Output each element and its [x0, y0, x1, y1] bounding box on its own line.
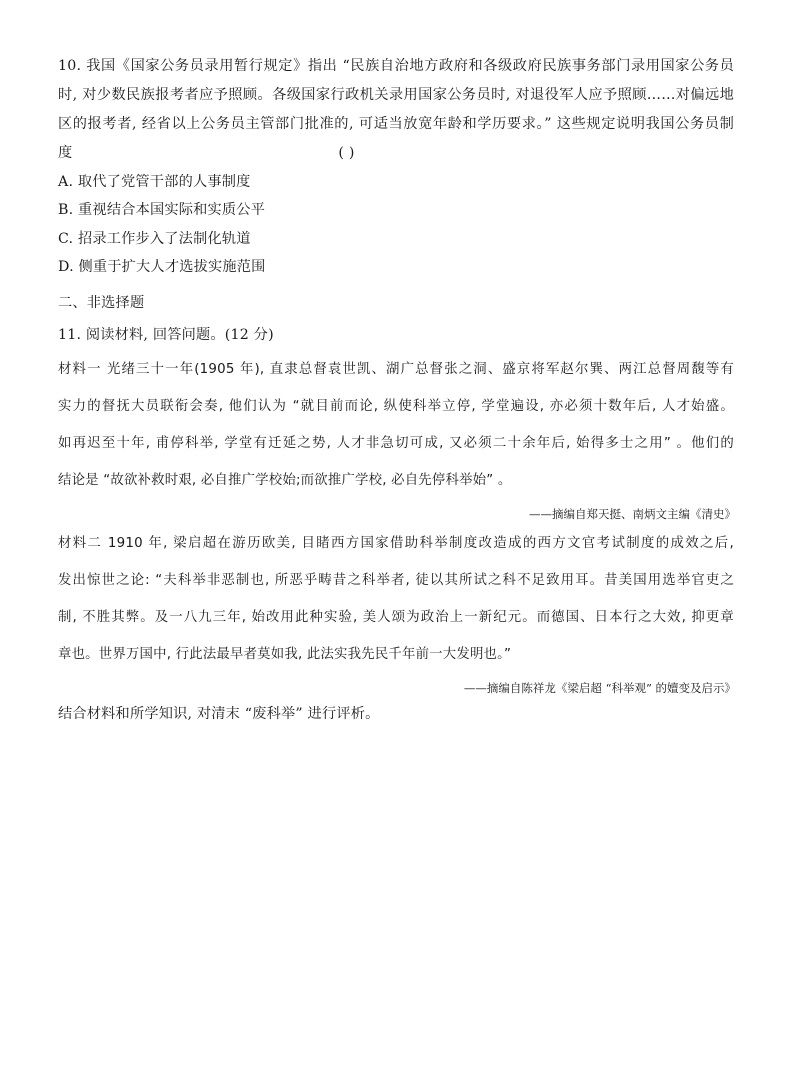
- source-1: ——摘编自郑天挺、南炳文主编《清史》: [529, 507, 736, 521]
- material-1-line-4: 结论是 “故欲补救时艰, 必自推广学校始;而欲推广学校, 必自先停科举始” 。: [58, 473, 512, 488]
- answer-bracket: ( ): [338, 145, 355, 161]
- option-c: C. 招录工作步入了法制化轨道: [58, 231, 251, 247]
- material-1-line-3: 如再迟至十年, 甫停科举, 学堂有迁延之势, 人才非急切可成, 又必须二十余年后, 始得多士之用” 。他们的: [58, 436, 734, 451]
- q10-stem-line-1: 10. 我国《国家公务员录用暂行规定》指出 “民族自治地方政府和各级政府民族事务部门录用国家公务员: [58, 58, 734, 74]
- source-2: ——摘编自陈祥龙《梁启超 “科举观” 的嬗变及启示》: [463, 681, 736, 695]
- q10-stem-line-4: [58, 144, 355, 162]
- option-d: D. 侧重于扩大人才选拔实施范围: [58, 259, 266, 275]
- material-1-line-2: 实力的督抚大员联衔会奏, 他们认为 “就目前而论, 纵使科举立停, 学堂遍设, 亦必须十数年后, 人才始盛。: [58, 399, 734, 414]
- option-b: B. 重视结合本国实际和实质公平: [58, 202, 266, 218]
- material-2-line-2: 发出惊世之论: “夫科举非恶制也, 所恶乎畴昔之科举者, 徒以其所试之科不足致用耳。昔美国用选举官吏之: [58, 573, 734, 588]
- q10-stem-line-3: 区的报考者, 经省以上公务员主管部门批准的, 可适当放宽年龄和学历要求。” 这些规定说明我国公务员制: [58, 116, 734, 132]
- q10-stem-line-2: 时, 对少数民族报考者应予照顾。各级国家行政机关录用国家公务员时, 对退役军人应予照顾……对偏远地: [58, 87, 734, 103]
- material-2-line-4: 章也。世界万国中, 行此法最早者莫如我, 此法实我先民千年前一大发明也。”: [58, 647, 512, 662]
- material-1-line-1: 材料一 光绪三十一年(1905 年), 直隶总督袁世凯、湖广总督张之洞、盛京将军赵尔巽、两江总督周馥等有: [58, 362, 734, 377]
- q11-task: 结合材料和所学知识, 对清末 “废科举” 进行评析。: [58, 706, 380, 722]
- option-a: A. 取代了党管干部的人事制度: [58, 174, 251, 190]
- material-2-line-3: 制, 不胜其弊。及一八九三年, 始改用此种实验, 美人颂为政治上一新纪元。而德国、日本行之大效, 抑更章: [58, 610, 734, 625]
- q11-header: 11. 阅读材料, 回答问题。(12 分): [58, 327, 274, 343]
- material-2-line-1: 材料二 1910 年, 梁启超在游历欧美, 目睹西方国家借助科举制度改造成的西方文官考试制度的成效之后,: [58, 536, 734, 551]
- q10-stem-tail: 度: [58, 145, 73, 161]
- section-title: 二、非选择题: [58, 295, 145, 311]
